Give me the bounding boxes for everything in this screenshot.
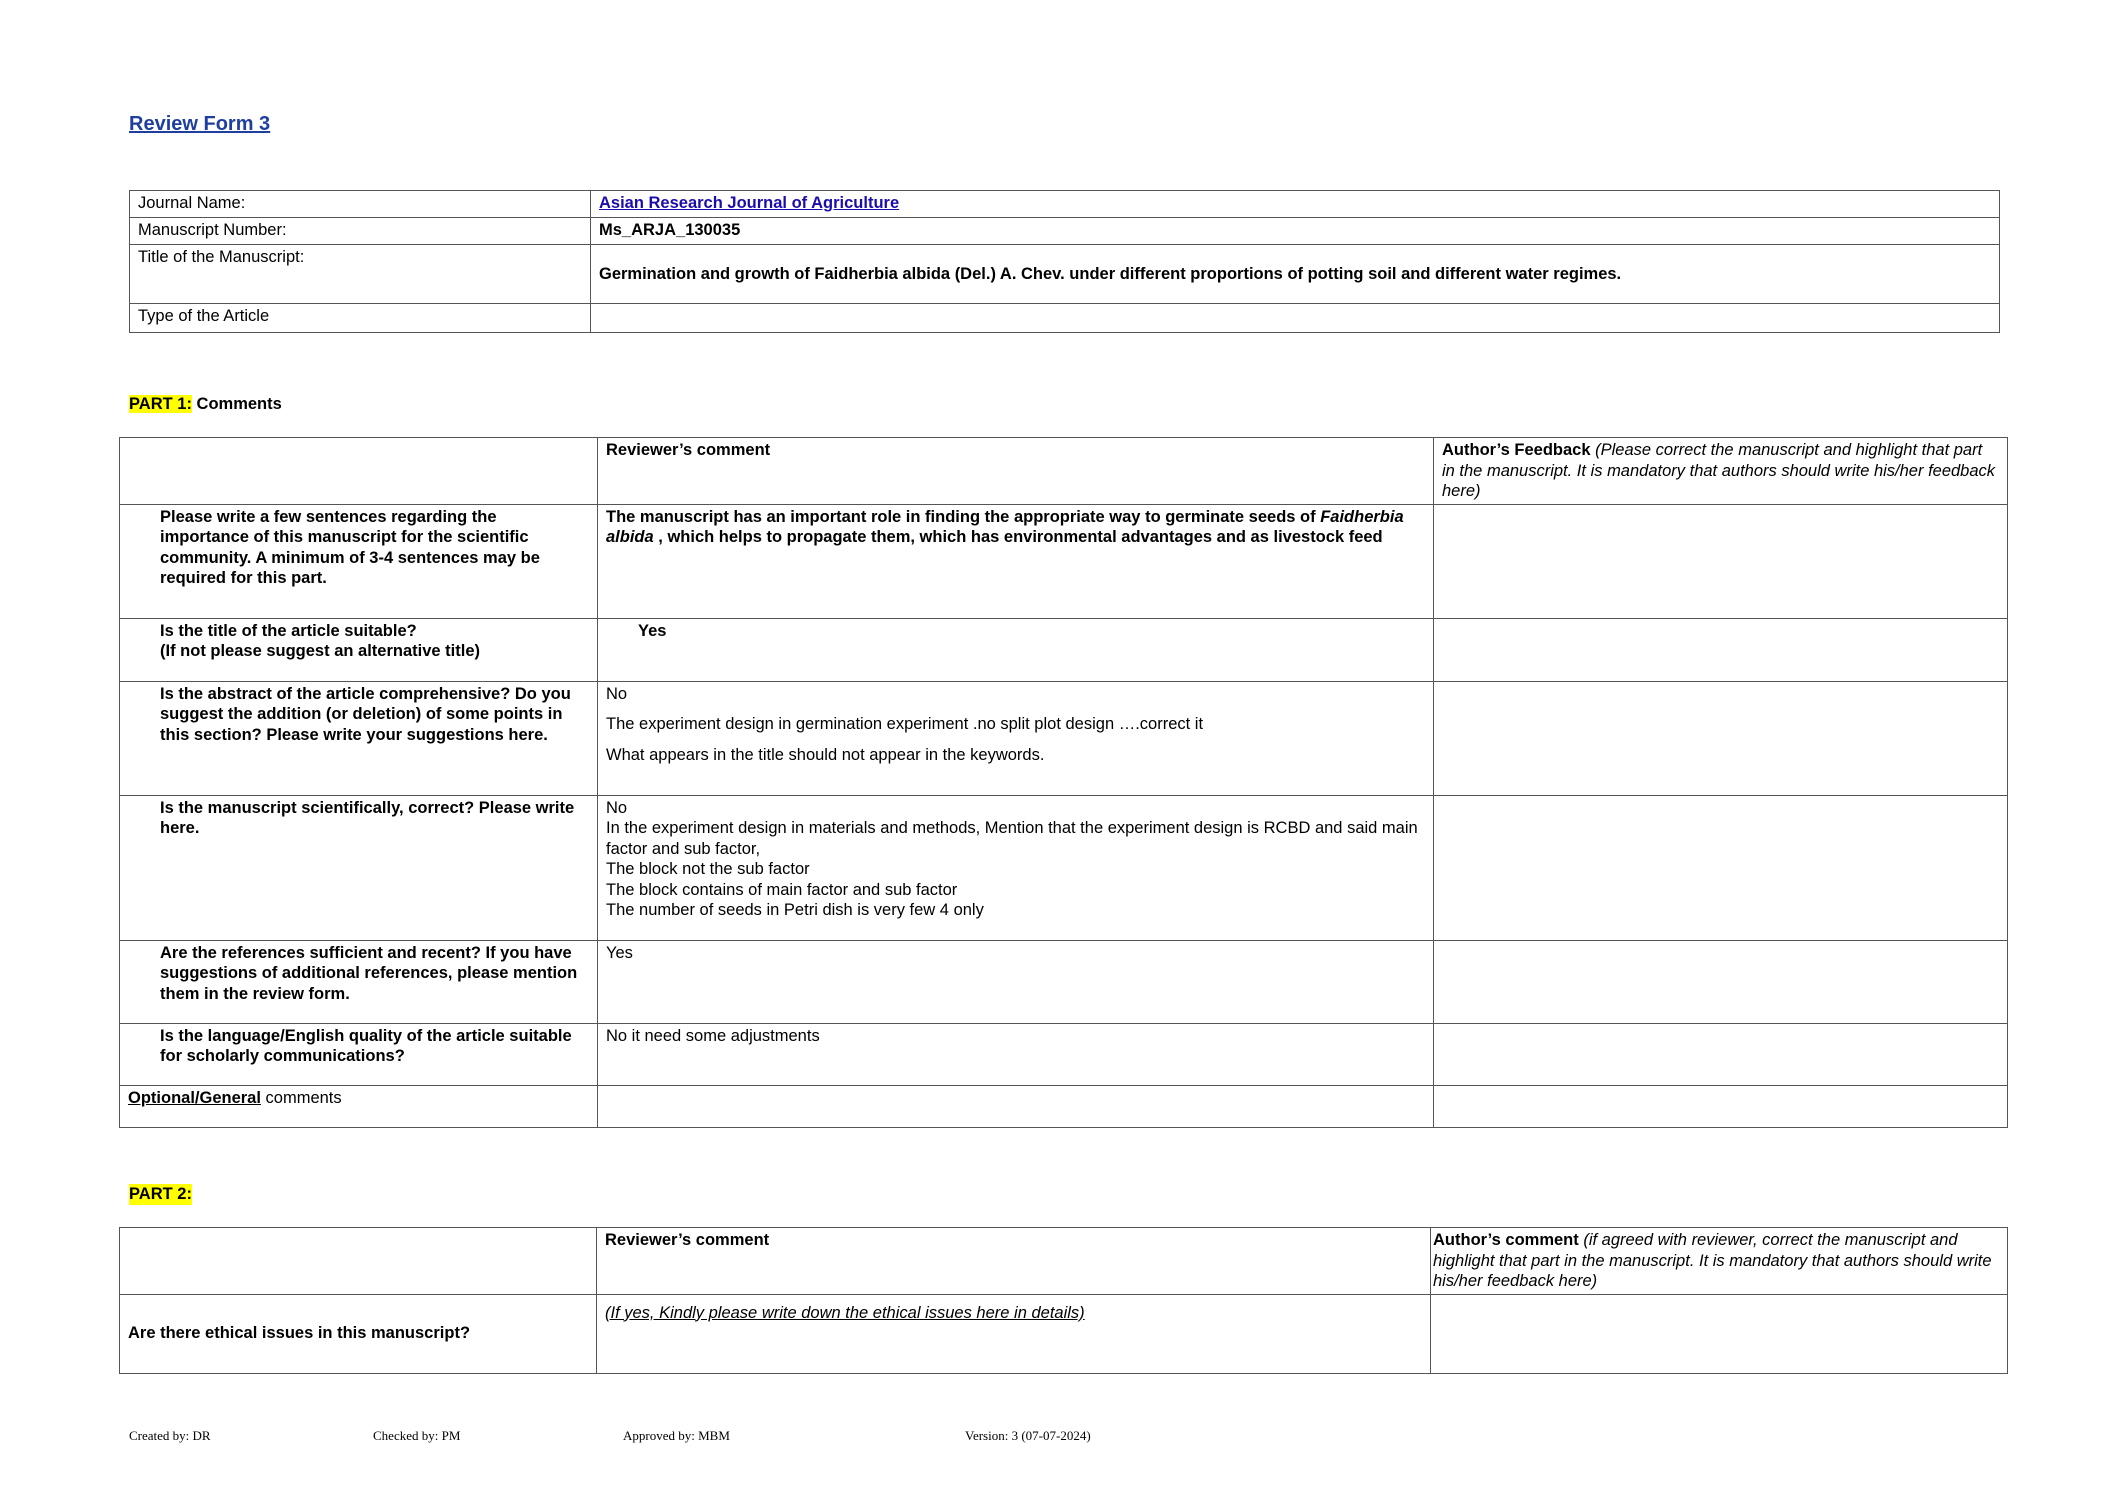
question-line: Is the title of the article suitable? [160, 621, 417, 640]
manuscript-number-value: Ms_ARJA_130035 [591, 218, 2000, 245]
footer-approved: Approved by: MBM [623, 1428, 730, 1443]
blank-header [120, 1228, 597, 1295]
footer-checked: Checked by: PM [373, 1428, 461, 1443]
answer-line: What appears in the title should not appear in the keywords. [606, 745, 1045, 764]
author-comment-title: Author’s comment [1433, 1231, 1579, 1249]
optional-comments-label [120, 1085, 598, 1127]
question-abstract: Is the abstract of the article comprehensive? Do you suggest the addition (or deletion) of some points in this section? Please write your suggestions here. [120, 681, 598, 795]
author-feedback-cell[interactable] [1434, 681, 2008, 795]
author-feedback-cell[interactable] [1434, 795, 2008, 940]
answer-references[interactable]: Yes [598, 940, 1434, 1023]
question-scientific: Is the manuscript scientifically, correct? Please write here. [120, 795, 598, 940]
optional-label: Optional/General [128, 1088, 261, 1107]
optional-comments-cell[interactable] [598, 1085, 1434, 1127]
author-feedback-cell[interactable] [1434, 1085, 2008, 1127]
answer-line: The experiment design in germination experiment .no split plot design ….correct it [606, 715, 1204, 733]
author-feedback-cell[interactable] [1434, 940, 2008, 1023]
answer-line: No [606, 798, 628, 817]
journal-link[interactable]: Asian Research Journal of Agriculture [599, 194, 900, 212]
question-ethics: Are there ethical issues in this manuscript? [120, 1294, 597, 1373]
part1-heading [129, 394, 282, 415]
part1-label-suffix: Comments [191, 395, 282, 413]
author-feedback-header [1434, 438, 2008, 505]
answer-abstract[interactable] [598, 681, 1434, 795]
manuscript-number-label: Manuscript Number: [130, 218, 591, 245]
title-value: Germination and growth of Faidherbia albida (Del.) A. Chev. under different proportions of potting soil and different water regimes. [591, 245, 2000, 304]
author-feedback-cell[interactable] [1434, 1023, 2008, 1085]
author-comment-header [1431, 1228, 2008, 1295]
author-feedback-note: (Please correct the manuscript and highlight that part in the manuscript. It is mandatory that authors should write his/her feedback here) [1442, 441, 1996, 500]
answer-line: The block not the sub factor [606, 860, 810, 878]
question-references: Are the references sufficient and recent? If you have suggestions of additional references, please mention them in the review form. [120, 940, 598, 1023]
form-title[interactable]: Review Form 3 [129, 113, 271, 135]
answer-species: Faidherbia albida [606, 507, 1404, 546]
answer-line: In the experiment design in materials and methods, Mention that the experiment design is RCBD and said main factor and sub factor, [606, 819, 1418, 858]
part1-label: PART 1: [129, 395, 192, 413]
author-comment-cell[interactable] [1431, 1294, 2008, 1373]
reviewer-comment-header: Reviewer’s comment [597, 1228, 1431, 1295]
type-label: Type of the Article [130, 304, 591, 333]
part2-ethics-table [119, 1227, 2008, 1374]
author-feedback-title: Author’s Feedback [1442, 441, 1591, 459]
answer-scientific[interactable] [598, 795, 1434, 940]
answer-ethics[interactable]: (If yes, Kindly please write down the ethical issues here in details) [597, 1294, 1431, 1373]
part2-label: PART 2: [129, 1185, 192, 1203]
type-value[interactable] [591, 304, 2000, 333]
part1-comments-table [119, 437, 2008, 1128]
title-label: Title of the Manuscript: [130, 245, 591, 304]
question-importance: Please write a few sentences regarding the importance of this manuscript for the scientific community. A minimum of 3-4 sentences may be required for this part. [120, 504, 598, 618]
answer-text: , which helps to propagate them, which has environmental advantages and as livestock feed [653, 528, 1383, 546]
question-line: (If not please suggest an alternative title) [160, 642, 480, 660]
answer-line: The number of seeds in Petri dish is very few 4 only [606, 901, 984, 919]
author-comment-note: (if agreed with reviewer, correct the manuscript and highlight that part in the manuscript. It is mandatory that authors should write his/her feedback here) [1433, 1231, 1992, 1290]
answer-language[interactable]: No it need some adjustments [598, 1023, 1434, 1085]
footer-created: Created by: DR [129, 1428, 211, 1443]
reviewer-comment-header: Reviewer’s comment [598, 438, 1434, 505]
author-feedback-cell[interactable] [1434, 618, 2008, 681]
answer-line: The block contains of main factor and sub factor [606, 880, 958, 899]
blank-header [120, 438, 598, 505]
answer-importance[interactable] [598, 504, 1434, 618]
manuscript-info-table [129, 190, 2000, 333]
answer-line: No [606, 684, 628, 703]
answer-title[interactable]: Yes [598, 618, 1434, 681]
answer-text: The manuscript has an important role in finding the appropriate way to germinate seeds of [606, 507, 1321, 526]
optional-suffix: comments [260, 1088, 342, 1107]
journal-label: Journal Name: [130, 191, 591, 218]
footer-version: Version: 3 (07-07-2024) [965, 1428, 1091, 1443]
question-title [120, 618, 598, 681]
author-feedback-cell[interactable] [1434, 504, 2008, 618]
question-language: Is the language/English quality of the article suitable for scholarly communications? [120, 1023, 598, 1085]
